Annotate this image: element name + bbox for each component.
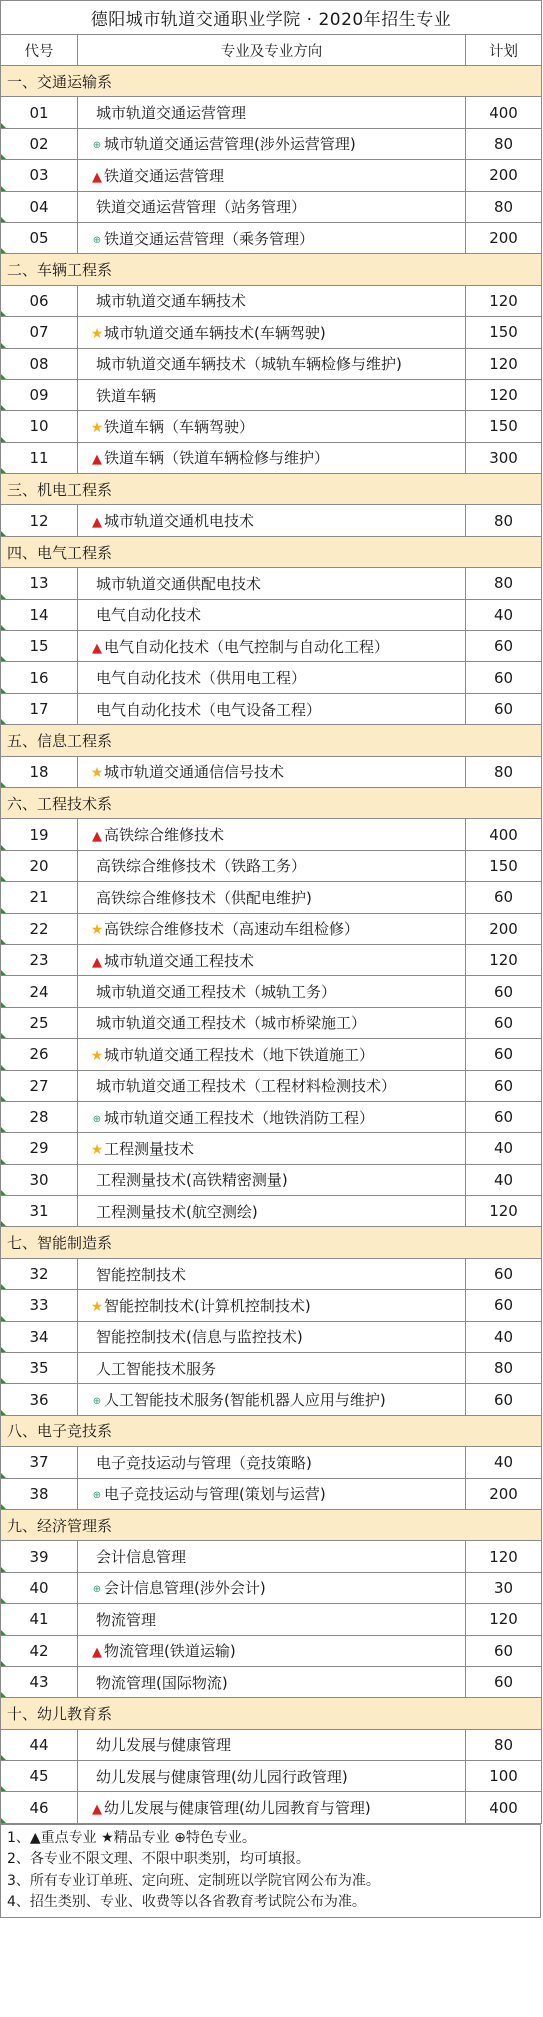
major-row (1, 505, 542, 536)
enrollment-plan: 150 (466, 317, 542, 348)
major-name-cell (78, 882, 466, 913)
major-row (1, 317, 542, 348)
note-line: 1、▲重点专业 ★精品专业 ⊕特色专业。 (7, 1829, 256, 1846)
enrollment-plan: 150 (466, 411, 542, 442)
major-name-cell (78, 222, 466, 253)
major-code: 45 (1, 1761, 78, 1792)
major-name-cell (78, 505, 466, 536)
major-name: 物流管理(国际物流) (96, 1673, 228, 1692)
enrollment-plan: 400 (466, 97, 542, 128)
major-code: 13 (1, 568, 78, 599)
major-name-cell (78, 976, 466, 1007)
major-code: 06 (1, 285, 78, 316)
major-code: 44 (1, 1729, 78, 1760)
department-row (1, 474, 542, 505)
major-code: 07 (1, 317, 78, 348)
enrollment-plan: 60 (466, 1070, 542, 1101)
department-row (1, 787, 542, 818)
notes-table (0, 1824, 541, 1918)
major-name: 工程测量技术(高铁精密测量) (96, 1171, 288, 1190)
major-row (1, 882, 542, 913)
major-name: 智能控制技术(信息与监控技术) (96, 1328, 303, 1347)
major-row (1, 913, 542, 944)
enrollment-plan: 40 (466, 1133, 542, 1164)
major-name: 智能控制技术 (96, 1265, 187, 1284)
major-name: 高铁综合维修技术（铁路工务） (96, 857, 307, 876)
major-row (1, 599, 542, 630)
major-name: 幼儿发展与健康管理(幼儿园行政管理) (96, 1767, 348, 1786)
major-row (1, 128, 542, 159)
major-row (1, 944, 542, 975)
major-name: 城市轨道交通供配电技术 (96, 574, 262, 593)
featured-major-circle-icon: ⊕ (92, 1396, 102, 1408)
major-code: 37 (1, 1447, 78, 1478)
major-code: 15 (1, 631, 78, 662)
page-title: 德阳城市轨道交通职业学院 · 2020年招生专业 (1, 1, 542, 35)
major-name: 高铁综合维修技术（高速动车组检修） (104, 920, 360, 939)
major-row (1, 693, 542, 724)
enrollment-plan: 80 (466, 191, 542, 222)
major-name-cell (78, 631, 466, 662)
major-name-cell (78, 1353, 466, 1384)
major-row (1, 442, 542, 473)
header-code: 代号 (1, 35, 78, 66)
enrollment-plan: 40 (466, 1321, 542, 1352)
major-row (1, 1572, 542, 1603)
major-row (1, 1070, 542, 1101)
department-row (1, 1415, 542, 1446)
major-name: 高铁综合维修技术 (104, 826, 225, 845)
featured-major-circle-icon: ⊕ (92, 1490, 102, 1502)
major-code: 34 (1, 1321, 78, 1352)
major-name-cell (78, 285, 466, 316)
major-code: 01 (1, 97, 78, 128)
key-major-triangle-icon: ▲ (92, 829, 102, 845)
major-row (1, 756, 542, 787)
major-code: 26 (1, 1039, 78, 1070)
major-name: 智能控制技术(计算机控制技术) (104, 1296, 311, 1315)
major-code: 24 (1, 976, 78, 1007)
major-name-cell (78, 1290, 466, 1321)
enrollment-plan: 60 (466, 882, 542, 913)
major-name-cell (78, 1133, 466, 1164)
enrollment-plan: 60 (466, 1290, 542, 1321)
major-code: 39 (1, 1541, 78, 1572)
major-code: 23 (1, 944, 78, 975)
major-name-cell (78, 1164, 466, 1195)
major-code: 25 (1, 1007, 78, 1038)
major-name-cell (78, 1761, 466, 1792)
department-name: 八、电子竞技系 (1, 1415, 542, 1446)
notes-cell (1, 1824, 541, 1917)
department-name: 四、电气工程系 (1, 536, 542, 567)
major-name-cell (78, 1666, 466, 1697)
enrollment-plan: 60 (466, 693, 542, 724)
major-row (1, 1101, 542, 1132)
major-name: 物流管理(铁道运输) (104, 1642, 236, 1661)
major-name: 城市轨道交通工程技术（城轨工务） (96, 983, 337, 1002)
major-code: 10 (1, 411, 78, 442)
department-name: 十、幼儿教育系 (1, 1698, 542, 1729)
major-code: 11 (1, 442, 78, 473)
major-row (1, 1666, 542, 1697)
note-line: 3、所有专业订单班、定向班、定制班以学院官网公布为准。 (7, 1872, 380, 1889)
major-name: 铁道车辆（铁道车辆检修与维护） (104, 449, 330, 468)
header-row (1, 35, 542, 66)
enrollment-plan: 80 (466, 128, 542, 159)
major-name: 会计信息管理(涉外会计) (104, 1579, 266, 1598)
major-code: 42 (1, 1635, 78, 1666)
major-name: 会计信息管理 (96, 1548, 187, 1567)
quality-major-star-icon: ★ (90, 922, 104, 939)
key-major-triangle-icon: ▲ (92, 515, 102, 531)
key-major-triangle-icon: ▲ (92, 640, 102, 656)
major-row (1, 411, 542, 442)
major-name-cell (78, 1007, 466, 1038)
enrollment-plan: 80 (466, 505, 542, 536)
major-row (1, 1290, 542, 1321)
department-name: 九、经济管理系 (1, 1509, 542, 1540)
major-row (1, 285, 542, 316)
major-name: 城市轨道交通工程技术（地下铁道施工） (104, 1045, 375, 1064)
notes-row (1, 1824, 541, 1917)
enrollment-plan: 400 (466, 1792, 542, 1823)
department-row (1, 725, 542, 756)
major-code: 20 (1, 850, 78, 881)
header-plan: 计划 (466, 35, 542, 66)
major-name-cell (78, 1447, 466, 1478)
department-row (1, 536, 542, 567)
enrollment-plan: 80 (466, 568, 542, 599)
enrollment-plan: 40 (466, 1447, 542, 1478)
major-name-cell (78, 379, 466, 410)
key-major-triangle-icon: ▲ (92, 1645, 102, 1661)
major-name: 人工智能技术服务(智能机器人应用与维护) (104, 1391, 386, 1410)
note-line: 4、招生类别、专业、收费等以各省教育考试院公布为准。 (7, 1894, 366, 1911)
major-code: 22 (1, 913, 78, 944)
major-code: 29 (1, 1133, 78, 1164)
major-row (1, 222, 542, 253)
major-name-cell (78, 599, 466, 630)
enrollment-plan: 60 (466, 976, 542, 1007)
department-name: 三、机电工程系 (1, 474, 542, 505)
major-name: 城市轨道交通运营管理(涉外运营管理) (104, 135, 356, 154)
quality-major-star-icon: ★ (90, 1298, 104, 1315)
major-code: 03 (1, 160, 78, 191)
featured-major-circle-icon: ⊕ (92, 234, 102, 246)
major-row (1, 819, 542, 850)
major-name-cell (78, 1258, 466, 1289)
major-code: 28 (1, 1101, 78, 1132)
major-code: 18 (1, 756, 78, 787)
enrollment-plan: 80 (466, 756, 542, 787)
major-name-cell (78, 442, 466, 473)
title-row (1, 1, 542, 35)
department-row (1, 1227, 542, 1258)
enrollment-plan: 60 (466, 1666, 542, 1697)
featured-major-circle-icon: ⊕ (92, 140, 102, 152)
major-name: 幼儿发展与健康管理 (96, 1736, 232, 1755)
major-row (1, 160, 542, 191)
enrollment-plan: 120 (466, 379, 542, 410)
enrollment-plan: 200 (466, 160, 542, 191)
department-name: 五、信息工程系 (1, 725, 542, 756)
major-code: 16 (1, 662, 78, 693)
major-name-cell (78, 1321, 466, 1352)
major-code: 27 (1, 1070, 78, 1101)
major-name: 工程测量技术(航空测绘) (96, 1202, 258, 1221)
major-name: 铁道车辆 (96, 386, 157, 405)
major-name: 城市轨道交通车辆技术（城轨车辆检修与维护) (96, 355, 402, 374)
major-code: 21 (1, 882, 78, 913)
major-name: 城市轨道交通工程技术（地铁消防工程） (104, 1108, 375, 1127)
enrollment-plan: 60 (466, 1635, 542, 1666)
enrollment-plan: 150 (466, 850, 542, 881)
major-name-cell (78, 819, 466, 850)
major-name-cell (78, 1478, 466, 1509)
key-major-triangle-icon: ▲ (92, 452, 102, 468)
major-row (1, 97, 542, 128)
major-row (1, 1321, 542, 1352)
major-code: 40 (1, 1572, 78, 1603)
major-name-cell (78, 913, 466, 944)
major-name-cell (78, 568, 466, 599)
major-row (1, 1258, 542, 1289)
major-code: 08 (1, 348, 78, 379)
major-code: 30 (1, 1164, 78, 1195)
major-row (1, 850, 542, 881)
major-name-cell (78, 693, 466, 724)
major-code: 04 (1, 191, 78, 222)
major-row (1, 976, 542, 1007)
department-row (1, 1698, 542, 1729)
major-name: 电子竞技运动与管理(策划与运营) (104, 1485, 326, 1504)
header-major: 专业及专业方向 (78, 35, 466, 66)
major-name: 铁道交通运营管理 (104, 166, 225, 185)
major-name-cell (78, 1384, 466, 1415)
quality-major-star-icon: ★ (90, 325, 104, 342)
major-row (1, 1541, 542, 1572)
major-name: 铁道车辆（车辆驾驶） (104, 417, 255, 436)
major-row (1, 1729, 542, 1760)
major-name-cell (78, 1070, 466, 1101)
major-name: 城市轨道交通工程技术 (104, 951, 255, 970)
enrollment-plan: 60 (466, 662, 542, 693)
major-name: 铁道交通运营管理（乘务管理） (104, 229, 315, 248)
major-name-cell (78, 1729, 466, 1760)
enrollment-plan: 60 (466, 631, 542, 662)
major-row (1, 1007, 542, 1038)
major-name: 城市轨道交通工程技术（工程材料检测技术） (96, 1077, 397, 1096)
major-name: 电气自动化技术（电气控制与自动化工程） (104, 637, 390, 656)
major-name-cell (78, 97, 466, 128)
major-code: 14 (1, 599, 78, 630)
department-name: 一、交通运输系 (1, 66, 542, 97)
major-code: 12 (1, 505, 78, 536)
department-name: 七、智能制造系 (1, 1227, 542, 1258)
enrollment-plan: 200 (466, 222, 542, 253)
key-major-triangle-icon: ▲ (92, 954, 102, 970)
major-name: 城市轨道交通工程技术（城市桥梁施工） (96, 1014, 367, 1033)
major-code: 32 (1, 1258, 78, 1289)
major-row (1, 1635, 542, 1666)
major-name: 城市轨道交通运营管理 (96, 104, 247, 123)
department-row (1, 66, 542, 97)
enrollment-plan: 120 (466, 348, 542, 379)
key-major-triangle-icon: ▲ (92, 169, 102, 185)
major-row (1, 1196, 542, 1227)
major-row (1, 1039, 542, 1070)
major-name: 铁道交通运营管理（站务管理） (96, 198, 307, 217)
enrollment-plan: 60 (466, 1258, 542, 1289)
major-name-cell (78, 1635, 466, 1666)
major-name-cell (78, 1541, 466, 1572)
major-row (1, 348, 542, 379)
major-name-cell (78, 1101, 466, 1132)
major-row (1, 1604, 542, 1635)
enrollment-plan: 120 (466, 944, 542, 975)
major-code: 36 (1, 1384, 78, 1415)
enrollment-plan: 60 (466, 1101, 542, 1132)
major-name: 电气自动化技术 (96, 606, 202, 625)
featured-major-circle-icon: ⊕ (92, 1113, 102, 1125)
major-code: 19 (1, 819, 78, 850)
department-name: 六、工程技术系 (1, 787, 542, 818)
featured-major-circle-icon: ⊕ (92, 1584, 102, 1596)
major-name-cell (78, 1604, 466, 1635)
major-row (1, 568, 542, 599)
major-row (1, 662, 542, 693)
major-row (1, 1353, 542, 1384)
major-name: 电气自动化技术（供用电工程） (96, 669, 307, 688)
major-name-cell (78, 662, 466, 693)
department-row (1, 254, 542, 285)
major-code: 02 (1, 128, 78, 159)
enrollment-plan: 100 (466, 1761, 542, 1792)
enrollment-plan: 30 (466, 1572, 542, 1603)
major-name: 幼儿发展与健康管理(幼儿园教育与管理) (104, 1799, 371, 1818)
major-name-cell (78, 756, 466, 787)
major-name: 物流管理 (96, 1610, 157, 1629)
enrollment-plan: 80 (466, 1353, 542, 1384)
enrollment-plan: 60 (466, 1039, 542, 1070)
quality-major-star-icon: ★ (90, 765, 104, 782)
major-row (1, 1384, 542, 1415)
major-code: 31 (1, 1196, 78, 1227)
note-line: 2、各专业不限文理、不限中职类别，均可填报。 (7, 1851, 310, 1868)
major-name-cell (78, 348, 466, 379)
major-row (1, 1133, 542, 1164)
major-name: 高铁综合维修技术（供配电维护) (96, 888, 312, 907)
major-name-cell (78, 944, 466, 975)
key-major-triangle-icon: ▲ (92, 1802, 102, 1818)
enrollment-plan: 200 (466, 1478, 542, 1509)
major-name: 电气自动化技术（电气设备工程） (96, 700, 322, 719)
major-row (1, 1478, 542, 1509)
major-name-cell (78, 1196, 466, 1227)
major-name: 城市轨道交通车辆技术 (96, 292, 247, 311)
enrollment-plan: 120 (466, 1604, 542, 1635)
major-name-cell (78, 850, 466, 881)
major-code: 35 (1, 1353, 78, 1384)
major-name: 城市轨道交通车辆技术(车辆驾驶) (104, 323, 326, 342)
enrollment-plan: 40 (466, 1164, 542, 1195)
major-name-cell (78, 1039, 466, 1070)
major-row (1, 631, 542, 662)
major-row (1, 1792, 542, 1823)
major-code: 09 (1, 379, 78, 410)
quality-major-star-icon: ★ (90, 1141, 104, 1158)
major-code: 46 (1, 1792, 78, 1823)
enrollment-plan: 120 (466, 1196, 542, 1227)
major-name: 人工智能技术服务 (96, 1359, 217, 1378)
major-code: 17 (1, 693, 78, 724)
major-row (1, 1164, 542, 1195)
major-name: 电子竞技运动与管理（竞技策略) (96, 1453, 312, 1472)
major-name-cell (78, 317, 466, 348)
major-name: 工程测量技术 (104, 1139, 195, 1158)
major-row (1, 1761, 542, 1792)
major-name-cell (78, 1792, 466, 1823)
major-code: 43 (1, 1666, 78, 1697)
enrollment-plan: 120 (466, 1541, 542, 1572)
quality-major-star-icon: ★ (90, 419, 104, 436)
major-code: 41 (1, 1604, 78, 1635)
enrollment-plan: 80 (466, 1729, 542, 1760)
major-name-cell (78, 160, 466, 191)
major-code: 33 (1, 1290, 78, 1321)
enrollment-plan: 300 (466, 442, 542, 473)
major-code: 05 (1, 222, 78, 253)
department-row (1, 1509, 542, 1540)
major-name: 城市轨道交通机电技术 (104, 512, 255, 531)
major-name: 城市轨道交通通信信号技术 (104, 763, 285, 782)
major-row (1, 379, 542, 410)
enrollment-plan: 400 (466, 819, 542, 850)
major-code: 38 (1, 1478, 78, 1509)
enrollment-plan: 120 (466, 285, 542, 316)
department-name: 二、车辆工程系 (1, 254, 542, 285)
major-row (1, 1447, 542, 1478)
quality-major-star-icon: ★ (90, 1047, 104, 1064)
major-name-cell (78, 1572, 466, 1603)
enrollment-plan: 200 (466, 913, 542, 944)
major-row (1, 191, 542, 222)
enrollment-plan: 60 (466, 1384, 542, 1415)
enrollment-plan: 60 (466, 1007, 542, 1038)
major-name-cell (78, 128, 466, 159)
major-name-cell (78, 411, 466, 442)
enrollment-plan: 40 (466, 599, 542, 630)
major-name-cell (78, 191, 466, 222)
